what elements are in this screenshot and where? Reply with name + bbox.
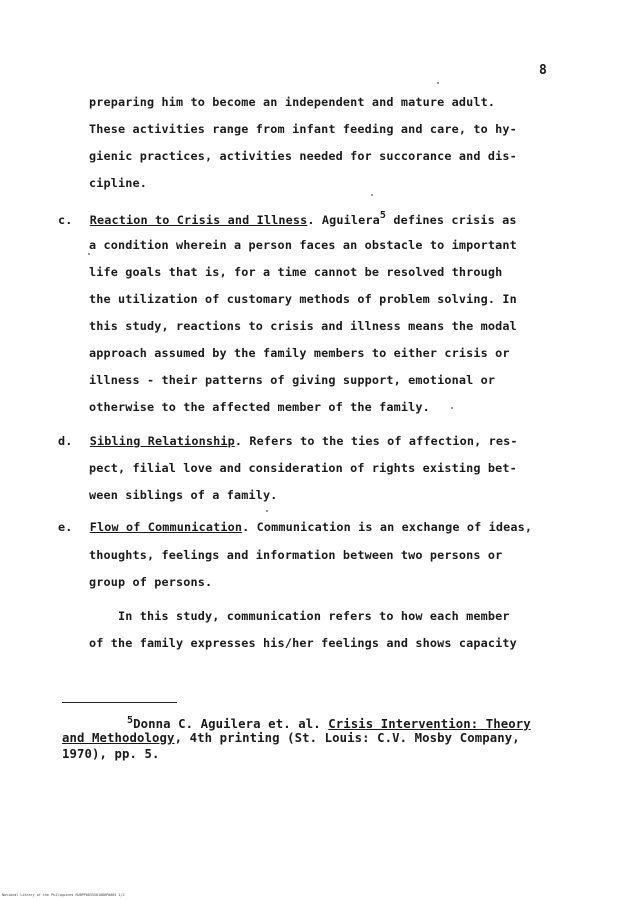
scan-speck <box>88 253 90 255</box>
item-e-term: Flow of Communication <box>89 520 243 534</box>
item-c-line-6: approach assumed by the family members to either crisis or <box>89 346 510 360</box>
item-d-first-line <box>58 434 518 448</box>
item-c-text-a: . Aguilera <box>307 213 380 227</box>
footnote-title-part-1: Crisis Intervention: Theory <box>328 717 531 731</box>
footnote-rule <box>62 702 177 703</box>
footnote-line-2 <box>62 731 520 745</box>
microfilm-stamp: National Library of the Philippines RUBPP0035X01006P0005 1/2 <box>2 893 125 897</box>
final-paragraph-line-2: of the family expresses his/her feelings and shows capacity <box>89 636 517 650</box>
footnote-title-part-2: and Methodology <box>62 731 175 745</box>
item-d-text: . Refers to the ties of affection, res- <box>234 434 518 448</box>
item-c-line-8: otherwise to the affected member of the family. <box>89 400 430 414</box>
item-c-marker: c. <box>58 213 73 227</box>
footnote-publisher: , 4th printing (St. Louis: C.V. Mosby Company, <box>174 731 520 745</box>
scan-speck <box>266 510 268 512</box>
scan-speck <box>437 82 439 84</box>
final-paragraph-line-1: In this study, communication refers to how each member <box>118 609 510 623</box>
footnote-author: Donna C. Aguilera et. al. <box>133 717 329 731</box>
item-c-line-5: this study, reactions to crisis and illness means the modal <box>89 319 517 333</box>
item-c-line-7: illness - their patterns of giving support, emotional or <box>89 373 496 387</box>
item-d-marker: d. <box>58 434 73 448</box>
item-c-line-2: a condition wherein a person faces an obstacle to important <box>89 238 517 252</box>
footnote-marker: 5 <box>127 715 134 726</box>
item-d-line-2: pect, filial love and consideration of rights existing bet- <box>89 461 517 475</box>
item-c-text-b: defines crisis as <box>386 213 517 227</box>
intro-line-1: preparing him to become an independent and mature adult. <box>89 95 496 109</box>
scan-speck <box>451 407 453 409</box>
footnote-ref-5: 5 <box>379 210 387 221</box>
item-e-line-2: thoughts, feelings and information between two persons or <box>89 548 503 562</box>
item-d-term: Sibling Relationship <box>89 434 235 448</box>
item-c-line-4: the utilization of customary methods of problem solving. In <box>89 292 517 306</box>
scan-speck <box>371 194 373 196</box>
page-number: 8 <box>539 63 547 78</box>
footnote-line-1 <box>127 715 531 731</box>
item-e-marker: e. <box>58 520 73 534</box>
intro-line-3: gienic practices, activities needed for succorance and dis- <box>89 149 517 163</box>
footnote-line-3: 1970), pp. 5. <box>62 747 160 761</box>
item-e-first-line <box>58 520 532 534</box>
intro-line-2: These activities range from infant feeding and care, to hy- <box>89 122 517 136</box>
item-c-line-3: life goals that is, for a time cannot be resolved through <box>89 265 503 279</box>
item-d-line-3: ween siblings of a family. <box>89 488 278 502</box>
item-c-term: Reaction to Crisis and Illness <box>89 213 308 227</box>
item-c-first-line <box>58 210 517 227</box>
item-e-text: . Communication is an exchange of ideas, <box>242 520 533 534</box>
item-e-line-3: group of persons. <box>89 575 213 589</box>
intro-line-4: cipline. <box>89 176 148 190</box>
